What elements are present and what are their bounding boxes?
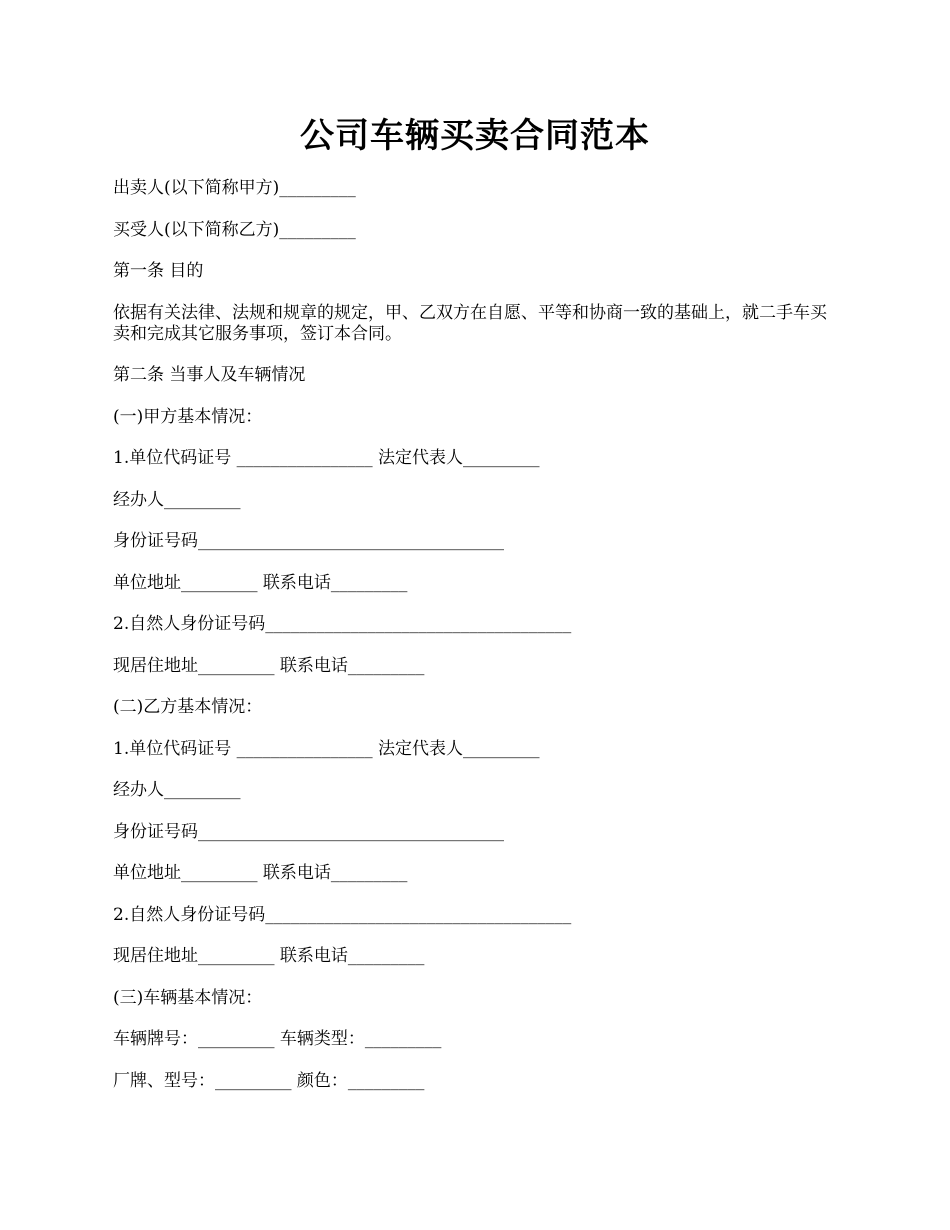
vehicle-brand-color: 厂牌、型号：_________ 颜色：_________ <box>113 1070 425 1091</box>
document-title: 公司车辆买卖合同范本 <box>300 116 650 156</box>
party-a-agent: 经办人_________ <box>113 489 241 510</box>
vehicle-plate-type: 车辆牌号：_________ 车辆类型：_________ <box>113 1029 442 1049</box>
party-b-agent: 经办人_________ <box>113 780 241 800</box>
party-a-id-number: 身份证号码____________________________________ <box>113 531 504 551</box>
article-1-heading: 第一条 目的 <box>113 261 204 281</box>
article-2-heading: 第二条 当事人及车辆情况 <box>113 365 306 385</box>
party-b-residence-phone: 现居住地址_________ 联系电话_________ <box>113 946 425 966</box>
party-a-unit-code: 1.单位代码证号 ________________ 法定代表人_________ <box>113 448 540 468</box>
party-a-residence-phone: 现居住地址_________ 联系电话_________ <box>113 655 425 676</box>
party-a-address-phone: 单位地址_________ 联系电话_________ <box>113 572 408 593</box>
party-b-address-phone: 单位地址_________ 联系电话_________ <box>113 863 408 883</box>
party-b-unit-code: 1.单位代码证号 ________________ 法定代表人_________ <box>113 738 540 759</box>
article-1-text: 依据有关法律、法规和规章的规定，甲、乙双方在自愿、平等和协商一致的基础上，就二手车买卖和完成其它服务事项，签订本合同。 <box>113 302 827 344</box>
vehicle-heading: (三)车辆基本情况： <box>113 987 263 1008</box>
party-b-id-number: 身份证号码____________________________________ <box>113 821 504 842</box>
seller-line: 出卖人(以下简称甲方)_________ <box>113 178 356 198</box>
party-a-heading: (一)甲方基本情况： <box>113 406 263 427</box>
contract-body <box>113 178 843 1112</box>
party-b-heading: (二)乙方基本情况： <box>113 697 263 717</box>
party-a-natural-person-id: 2.自然人身份证号码____________________________________ <box>113 614 572 634</box>
party-b-natural-person-id: 2.自然人身份证号码____________________________________ <box>113 904 572 925</box>
buyer-line: 买受人(以下简称乙方)_________ <box>113 219 356 240</box>
